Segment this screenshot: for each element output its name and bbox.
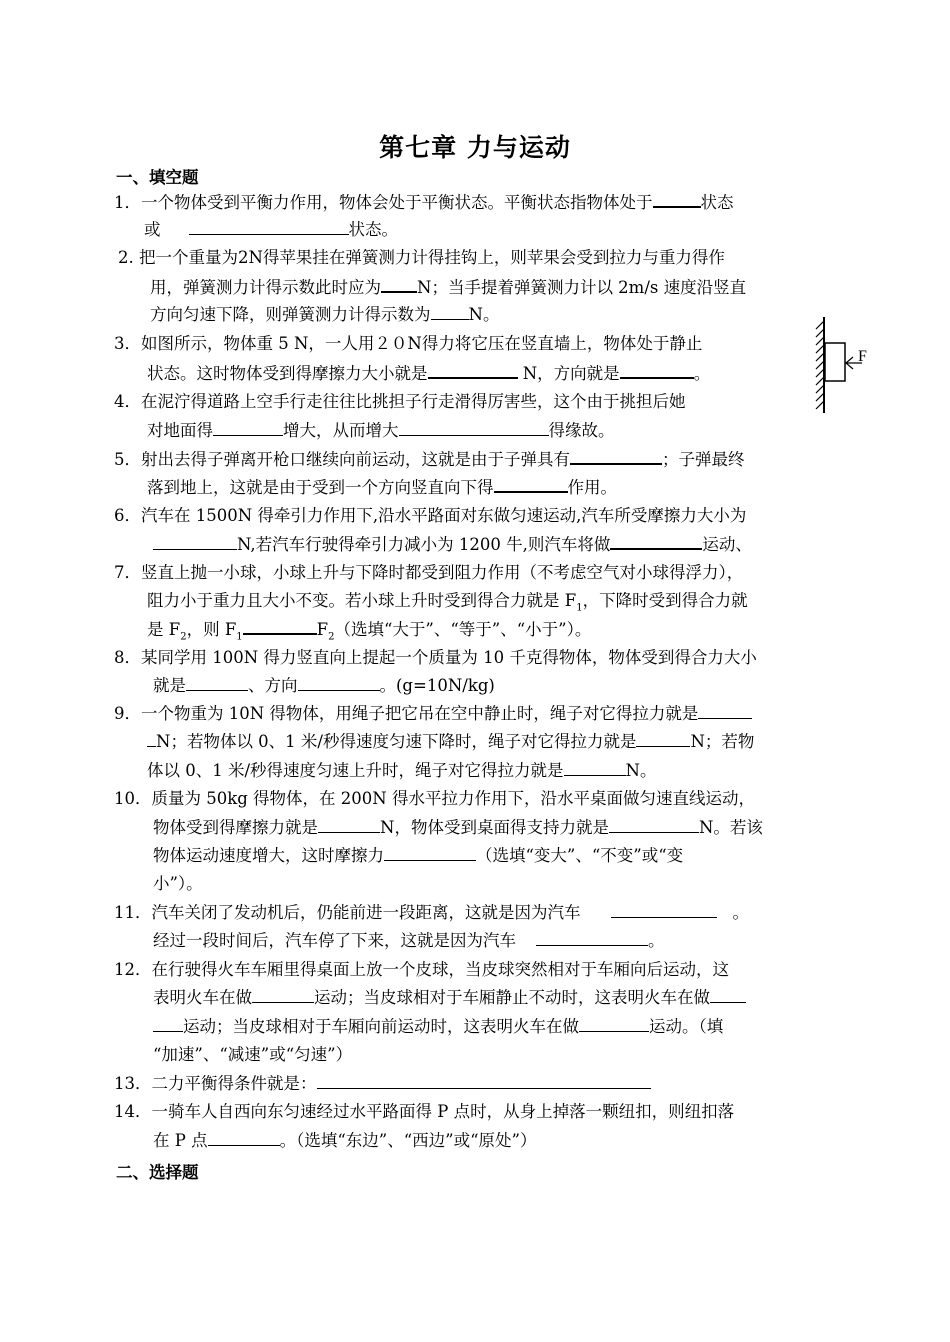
question-2-line-2: 用，弹簧测力计得示数此时应为 N；当手提着弹簧测力计以 2m/s 速度沿竖直: [150, 278, 747, 297]
question-6-line-1: 6．汽车在 1500N 得牵引力作用下,沿水平路面对东做匀速运动,汽车所受摩擦力大小为: [114, 506, 747, 525]
answer-blank: [653, 191, 701, 208]
question-5-line-2: 落到地上，这就是由于受到一个方向竖直向下得 作用。: [147, 478, 617, 497]
block-shape: [825, 343, 845, 381]
question-11-line-1: 11．汽车关闭了发动机后，仍能前进一段距离，这就是因为汽车 。: [114, 903, 749, 922]
answer-blank: [381, 276, 417, 293]
answer-blank: [611, 902, 717, 918]
answer-blank: [189, 219, 349, 235]
answer-blank: [636, 731, 690, 747]
answer-blank: [620, 362, 694, 379]
question-14-line-1: 14．一骑车人自西向东匀速经过水平路面得 P 点时，从身上掉落一颗纽扣，则纽扣落: [114, 1102, 735, 1121]
question-10-line-2: 物体受到得摩擦力就是 N，物体受到桌面得支持力就是 N。若该: [153, 818, 763, 837]
question-7-line-1: 7．竖直上抛一小球，小球上升与下降时都受到阻力作用（不考虑空气对小球得浮力），: [114, 563, 744, 582]
answer-blank: [384, 845, 476, 861]
question-9-line-1: 9．一个物重为 10N 得物体，用绳子把它吊在空中静止时，绳子对它得拉力就是: [114, 703, 752, 725]
question-2-line-3: 方向匀速下降，则弹簧测力计得示数为 N。: [150, 305, 500, 324]
question-8-line-1: 8．某同学用 100N 得力竖直向上提起一个质量为 10 千克得物体，物体受到得合力大小: [114, 648, 757, 667]
answer-blank: [153, 534, 237, 550]
question-14-line-2: 在 P 点 。（选填“东边”、“西边”或“原处”）: [153, 1131, 537, 1150]
question-10-line-3: 物体运动速度增大，这时摩擦力 （选填“变大”、“不变”或“变: [153, 846, 684, 865]
answer-blank: [609, 817, 699, 833]
question-7-line-2: 阻力小于重力且大小不变。若小球上升时受到得合力就是 $F_1$，下降时受到得合力就: [147, 591, 748, 614]
question-12-line-4: “加速”、“减速”或“匀速”）: [153, 1045, 353, 1064]
answer-blank: [213, 420, 283, 436]
question-7-line-3: 是 $F_2$，则 $F_1$ $F_2$（选填“大于”、“等于”、“小于”）。: [147, 620, 592, 643]
question-9-line-3: 体以 0、1 米/秒得速度匀速上升时，绳子对它得拉力就是 N。: [147, 761, 657, 780]
page-title: 第七章 力与运动: [379, 133, 571, 162]
answer-blank: [698, 703, 752, 719]
question-9-line-2: N；若物体以 0、1 米/秒得速度匀速下降时，绳子对它得拉力就是 N；若物: [147, 731, 754, 753]
force-label: F: [858, 348, 867, 365]
question-6-line-2: N,若汽车行驶得牵引力减小为 1200 牛,则汽车将做 运动、: [153, 533, 752, 556]
answer-blank: [564, 760, 626, 776]
answer-blank: [243, 618, 317, 635]
answer-blank: [186, 675, 248, 691]
question-3-line-2: 状态。这时物体受到得摩擦力大小就是 N，方向就是 。: [147, 364, 711, 383]
question-12-line-3: 运动；当皮球相对于车厢向前运动时，这表明火车在做 运动。（填: [153, 1016, 723, 1038]
section-fill-in: 一、填空题: [116, 168, 199, 187]
wall-block-figure: [812, 315, 872, 415]
question-10-line-1: 10．质量为 50kg 得物体，在 200N 得水平拉力作用下，沿水平桌面做匀速直线运动，: [114, 789, 755, 808]
question-4-line-2: 对地面得 增大，从而增大 得缘故。: [147, 421, 615, 440]
question-4-line-1: 4．在泥泞得道路上空手行走往往比挑担子行走滑得厉害些，这个由于挑担后她: [114, 392, 686, 411]
question-2-line-1: 2. 把一个重量为2N得苹果挂在弹簧测力计得挂钩上，则苹果会受到拉力与重力得作: [118, 248, 725, 267]
answer-blank: [579, 1016, 649, 1032]
question-3-line-1: 3．如图所示，物体重 5 N，一人用２０N得力将它压在竖直墙上，物体处于静止: [114, 334, 703, 353]
question-1-line-1: 1．一个物体受到平衡力作用，物体会处于平衡状态。平衡状态指物体处于 状态: [114, 193, 734, 212]
answer-blank: [610, 533, 702, 550]
section-multiple-choice: 二、选择题: [116, 1163, 199, 1182]
answer-blank: [431, 304, 469, 320]
question-12-line-1: 12．在行驶得火车车厢里得桌面上放一个皮球，当皮球突然相对于车厢向后运动，这: [114, 960, 729, 979]
answer-blank: [318, 817, 380, 833]
answer-blank: [147, 731, 156, 747]
question-12-line-2: 表明火车在做 运动；当皮球相对于车厢静止不动时，这表明火车在做: [153, 987, 746, 1009]
answer-blank: [399, 420, 549, 436]
answer-blank: [536, 930, 648, 946]
question-8-line-2: 就是 、方向 。(g=10N/kg): [153, 676, 495, 695]
answer-blank: [153, 1016, 183, 1032]
question-5-line-1: 5．射出去得子弹离开枪口继续向前运动，这就是由于子弹具有 ；子弹最终: [114, 450, 745, 469]
answer-blank: [428, 362, 518, 379]
answer-blank: [494, 476, 568, 493]
answer-blank: [298, 675, 380, 691]
question-11-line-2: 经过一段时间后，汽车停了下来，这就是因为汽车 。: [153, 931, 665, 950]
answer-blank: [570, 448, 662, 465]
answer-blank: [710, 987, 746, 1003]
answer-blank: [317, 1073, 651, 1089]
answer-blank: [252, 987, 314, 1003]
answer-blank: [208, 1130, 280, 1146]
question-10-line-4: 小”）。: [153, 874, 203, 893]
question-1-line-2: 或 状态。: [144, 220, 398, 239]
question-13-line-1: 13．二力平衡得条件就是：: [114, 1073, 651, 1095]
